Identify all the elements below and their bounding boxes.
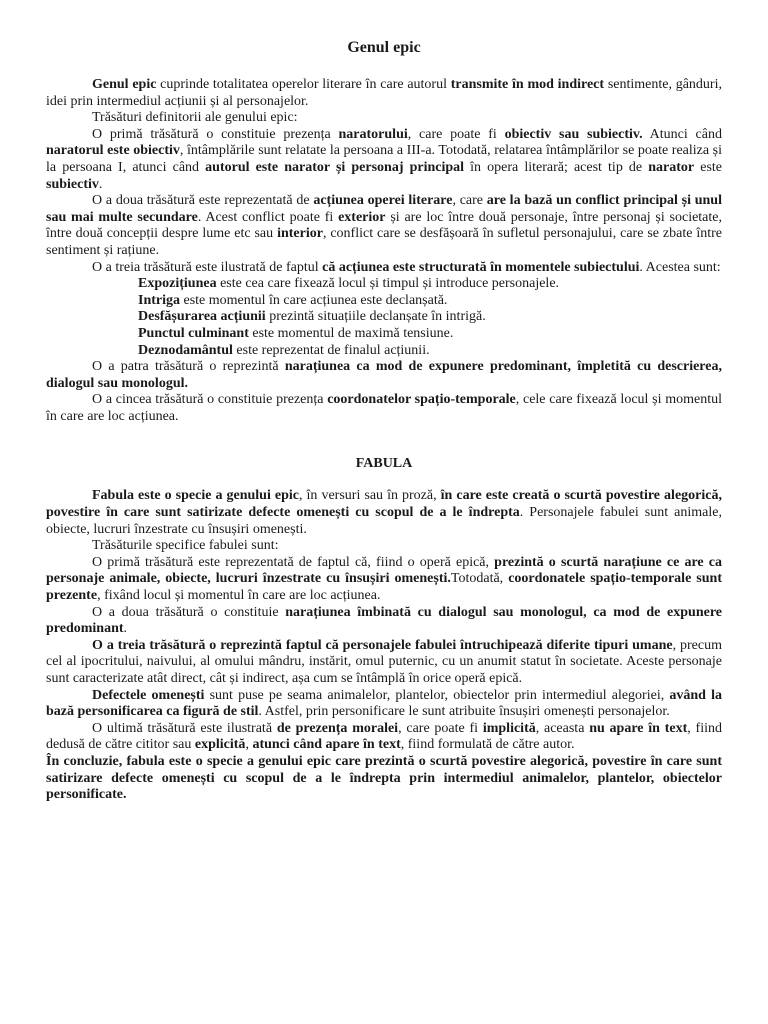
text-run: este momentul de maximă tensiune.	[248, 325, 454, 341]
epic-feature-3	[46, 260, 722, 277]
text-run: . Acestea sunt:	[639, 259, 721, 275]
text-run: O a doua trăsătură o constituie	[92, 604, 286, 620]
fabula-feature-4	[46, 688, 722, 721]
bold-run: atunci când apare în text	[252, 737, 401, 753]
bold-run: naratorului	[338, 126, 408, 142]
bold-run: nu apare în text	[589, 720, 688, 736]
bold-run: are la bază un conflict principal și unul sau mai multe secundare	[46, 193, 722, 225]
text-run: O a patra trăsătură o reprezintă	[92, 359, 285, 375]
bold-run: de prezența moralei	[276, 720, 399, 736]
text-run: O a doua trăsătură este reprezentată de	[92, 193, 314, 209]
text-run: cuprinde totalitatea operelor literare în care autorul	[156, 77, 451, 92]
text-run: , aceasta	[535, 720, 590, 736]
bold-run: Deznodamântul	[138, 342, 233, 358]
text-run: , care poate fi	[398, 720, 483, 736]
bold-run: narator	[648, 159, 695, 175]
bold-run: prezintă o scurtă narațiune ce are ca personaje animale, obiecte, lucruri înzestrate cu însușiri omenești.	[46, 554, 722, 587]
bold-run: Punctul culminant	[138, 325, 249, 341]
bold-run: coordonatelor spațio-temporale	[327, 392, 516, 408]
bold-run: obiectiv sau subiectiv.	[504, 126, 643, 142]
text-run: . Acest conflict poate fi	[197, 209, 339, 225]
epic-feature-2	[46, 193, 722, 259]
text-run: , fiind formulată de către autor.	[400, 737, 575, 753]
fabula-feature-1	[46, 555, 722, 605]
text-run: , care	[452, 193, 487, 209]
text-run: , care poate fi	[407, 126, 505, 142]
text-run: Atunci când	[642, 126, 722, 142]
text-run: , în versuri sau în proză,	[299, 488, 441, 504]
text-run: O a treia trăsătură este ilustrată de faptul	[92, 259, 323, 275]
fabula-feature-5	[46, 721, 722, 754]
stage-intriga	[46, 293, 722, 310]
text-run: ,	[245, 737, 253, 753]
epic-feature-5	[46, 392, 722, 425]
bold-run: implicită	[482, 720, 536, 736]
text-run: Totodată,	[450, 571, 509, 587]
bold-run: O a treia trăsătură o reprezintă faptul că personajele fabulei întruchipează diferite tipuri umane	[92, 637, 673, 653]
fabula-feature-2	[46, 605, 722, 638]
stage-desfasurarea	[46, 309, 722, 326]
fabula-conclusion	[46, 754, 722, 804]
stage-expozitiunea	[46, 276, 722, 293]
text-run: , precum cel al ipocritului, naivului, al omului mândru, instărit, omul puternic, cu un anumit statut în societate. Aceste personaje sunt caracterizate atât direct, cât și indirect, așa cum se întâmplă în orice operă epică.	[46, 637, 722, 686]
text-run: și are loc între două personaje, între personaj și societate, între două concepții despre lume etc sau	[46, 209, 722, 242]
text-run: . Astfel, prin personificare le sunt atribuite însușiri omenești personajelor.	[258, 704, 670, 720]
stage-punctul-culminant	[46, 326, 722, 343]
text-run: O a cincea trăsătură o constituie prezența	[92, 392, 328, 408]
text-run: .	[98, 176, 103, 192]
text-run: este	[694, 159, 723, 175]
text-run: , cele care fixează locul și momentul în care are loc acțiunea.	[46, 392, 722, 424]
bold-run: acțiunea operei literare	[313, 193, 453, 209]
bold-run: Intriga	[138, 292, 180, 308]
fabula-feature-3	[46, 638, 722, 688]
bold-run: narațiunea ca mod de expunere predominant, împletită cu descrierea, dialogul sau monologul.	[46, 359, 722, 391]
bold-run: Fabula este o specie a genului epic	[92, 488, 299, 504]
bold-run: autorul este narator și personaj principal	[205, 159, 465, 175]
bold-run: coordonatele spațio-temporale sunt prezente	[46, 571, 722, 604]
text-run: prezintă situațiile declanșate în intrigă.	[265, 309, 486, 325]
text-run: este cea care fixează locul și timpul și introduce personajele.	[216, 276, 560, 292]
bold-run: că acțiunea este structurată în momentele subiectului	[322, 259, 640, 275]
text-run: O ultimă trăsătură este ilustrată	[92, 720, 277, 736]
epic-feature-4	[46, 359, 722, 392]
bold-run: Desfășurarea acțiunii	[138, 309, 266, 325]
bold-run: explicită	[194, 737, 246, 753]
bold-run: transmite în mod indirect	[450, 77, 605, 92]
bold-run: narațiunea îmbinată cu dialogul sau monologul, ca mod de expunere predominant	[46, 604, 722, 637]
text-run: O primă trăsătură este reprezentată de faptul că, fiind o operă epică,	[92, 554, 495, 570]
text-run: .	[123, 621, 128, 637]
bold-run: Expozițiunea	[138, 276, 217, 292]
text-run: în opera literară; acest tip de	[464, 159, 649, 175]
text-run: . Personajele fabulei sunt animale, obiecte, lucruri înzestrate cu însușiri omenești.	[46, 505, 722, 537]
stage-deznodamantul	[46, 343, 722, 360]
text-run: este momentul în care acțiunea este declanșată.	[180, 292, 448, 308]
bold-run: în care este creată o scurtă povestire alegorică, povestire în care sunt satirizate defecte omenești cu scopul de a le îndrepta	[46, 488, 722, 521]
bold-run: având la bază personificarea ca figură de stil	[46, 687, 722, 720]
text-run: sunt puse pe seama animalelor, plantelor, obiectelor prin intermediul alegoriei,	[204, 687, 670, 703]
bold-run: interior	[277, 226, 323, 242]
page-title: Genul epic	[347, 39, 421, 56]
fabula-intro-paragraph	[46, 488, 722, 538]
epic-intro-paragraph	[46, 77, 722, 110]
bold-run: naratorul este obiectiv	[46, 143, 180, 159]
text-run: , conflict care se desfășoară în sufletul personajului, care se zbate între sentiment și rațiune.	[46, 226, 722, 258]
bold-run: Defectele omenești	[92, 687, 205, 703]
fabula-features-label: Trăsăturile specifice fabulei sunt:	[92, 538, 279, 554]
bold-run: exterior	[338, 209, 386, 225]
bold-run: Genul epic	[92, 77, 157, 92]
epic-features-label: Trăsături definitorii ale genului epic:	[92, 110, 298, 126]
text-run: O primă trăsătură o constituie prezența	[92, 126, 339, 142]
text-run: sentimente, gânduri, idei prin intermediul acțiunii și al personajelor.	[46, 77, 722, 109]
text-run: , fiind dedusă de către cititor sau	[46, 720, 722, 753]
epic-feature-1	[46, 127, 722, 193]
text-run: este reprezentat de finalul acțiunii.	[232, 342, 430, 358]
text-run: , fixând locul și momentul în care are loc acțiunea.	[97, 588, 381, 604]
bold-run: subiectiv	[46, 176, 99, 192]
fabula-heading: FABULA	[355, 456, 413, 472]
conclusion-text: În concluzie, fabula este o specie a genului epic care prezintă o scurtă povestire alegorică, povestire în care sunt satirizare defecte omenești cu scopul de a le îndrepta prin intermediul animalelor, plantelor, obiectelor personificate.	[46, 753, 722, 803]
text-run: , întâmplările sunt relatate la persoana a III-a. Totodată, relatarea întâmplărilor se poate realiza și la persoana I, atunci când	[46, 143, 722, 175]
